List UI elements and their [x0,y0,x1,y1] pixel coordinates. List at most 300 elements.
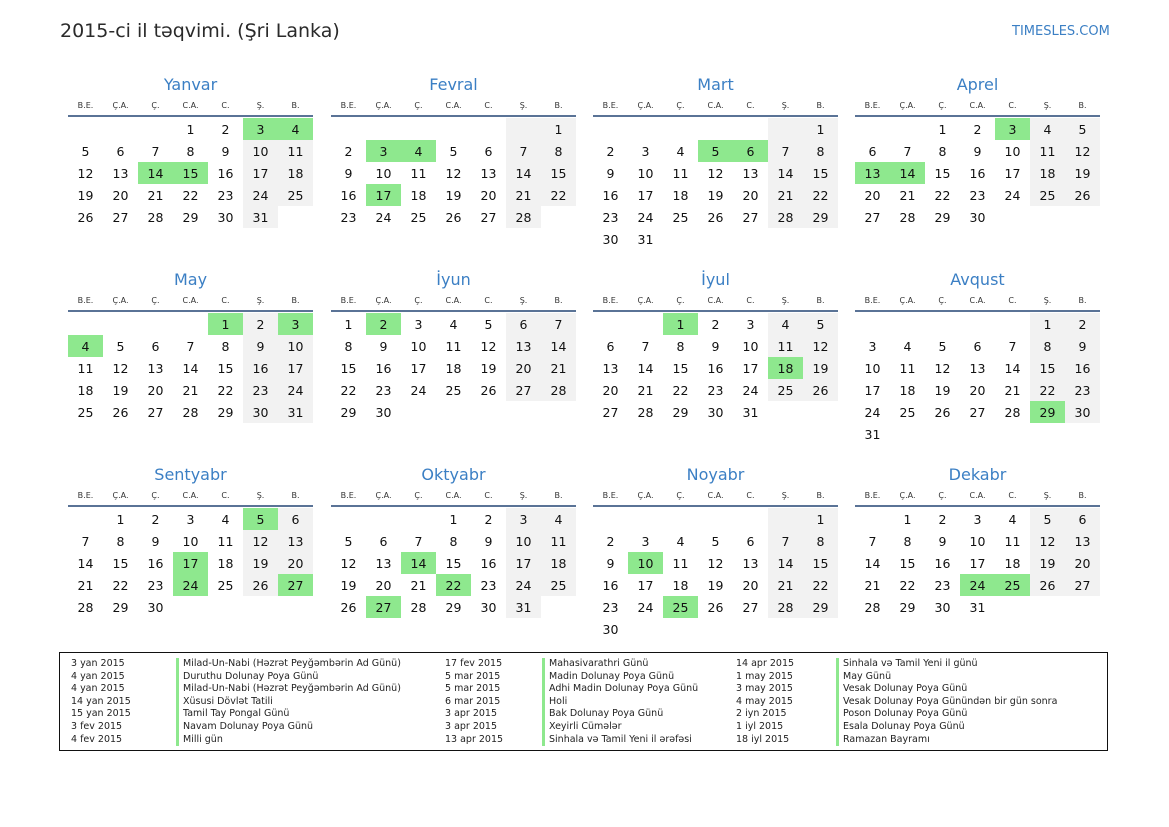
day-cell[interactable]: 13 [969,360,986,376]
day-cell[interactable]: 5 [449,143,458,159]
day-cell[interactable]: 22 [436,574,471,596]
day-cell[interactable]: 7 [903,143,912,159]
day-cell[interactable]: 18 [1004,555,1021,571]
day-cell[interactable]: 7 [1008,338,1017,354]
day-cell[interactable]: 28 [182,404,199,420]
day-cell[interactable]: 6 [746,533,755,549]
day-cell[interactable]: 3 [995,118,1030,140]
day-cell[interactable]: 13 [112,165,129,181]
day-cell[interactable]: 24 [637,599,654,615]
day-cell[interactable]: 27 [1065,574,1100,596]
day-cell[interactable]: 17 [506,552,541,574]
day-cell[interactable]: 27 [112,209,129,225]
day-cell[interactable]: 30 [707,404,724,420]
day-cell[interactable]: 17 [243,162,278,184]
day-cell[interactable]: 18 [77,382,94,398]
day-cell[interactable]: 3 [641,533,650,549]
day-cell[interactable]: 10 [637,165,654,181]
day-cell[interactable]: 30 [602,621,619,637]
day-cell[interactable]: 1 [344,316,353,332]
day-cell[interactable]: 13 [1065,530,1100,552]
day-cell[interactable]: 19 [934,382,951,398]
day-cell[interactable]: 14 [768,552,803,574]
day-cell[interactable]: 24 [375,209,392,225]
day-cell[interactable]: 31 [864,426,881,442]
day-cell[interactable]: 13 [855,162,890,184]
day-cell[interactable]: 7 [414,533,423,549]
day-cell[interactable]: 10 [742,338,759,354]
day-cell[interactable]: 15 [112,555,129,571]
day-cell[interactable]: 19 [707,577,724,593]
day-cell[interactable]: 27 [480,209,497,225]
day-cell[interactable]: 30 [217,209,234,225]
day-cell[interactable]: 30 [934,599,951,615]
day-cell[interactable]: 8 [541,140,576,162]
day-cell[interactable]: 29 [672,404,689,420]
day-cell[interactable]: 26 [340,599,357,615]
day-cell[interactable]: 1 [803,508,838,530]
day-cell[interactable]: 1 [208,313,243,335]
day-cell[interactable]: 29 [112,599,129,615]
day-cell[interactable]: 8 [803,140,838,162]
day-cell[interactable]: 13 [375,555,392,571]
day-cell[interactable]: 22 [112,577,129,593]
day-cell[interactable]: 31 [969,599,986,615]
day-cell[interactable]: 11 [541,530,576,552]
day-cell[interactable]: 20 [278,552,313,574]
day-cell[interactable]: 11 [217,533,234,549]
day-cell[interactable]: 21 [768,184,803,206]
day-cell[interactable]: 5 [711,533,720,549]
day-cell[interactable]: 20 [147,382,164,398]
day-cell[interactable]: 7 [641,338,650,354]
day-cell[interactable]: 9 [344,165,353,181]
day-cell[interactable]: 21 [1004,382,1021,398]
day-cell[interactable]: 25 [77,404,94,420]
day-cell[interactable]: 19 [112,382,129,398]
day-cell[interactable]: 4 [68,335,103,357]
day-cell[interactable]: 16 [480,555,497,571]
day-cell[interactable]: 10 [969,533,986,549]
day-cell[interactable]: 4 [1030,118,1065,140]
day-cell[interactable]: 27 [969,404,986,420]
day-cell[interactable]: 26 [707,209,724,225]
day-cell[interactable]: 27 [506,379,541,401]
day-cell[interactable]: 21 [77,577,94,593]
day-cell[interactable]: 25 [672,209,689,225]
day-cell[interactable]: 15 [445,555,462,571]
day-cell[interactable]: 24 [742,382,759,398]
day-cell[interactable]: 29 [803,206,838,228]
day-cell[interactable]: 2 [151,511,160,527]
day-cell[interactable]: 28 [77,599,94,615]
day-cell[interactable]: 22 [672,382,689,398]
day-cell[interactable]: 28 [864,599,881,615]
day-cell[interactable]: 1 [663,313,698,335]
day-cell[interactable]: 12 [1030,530,1065,552]
day-cell[interactable]: 11 [445,338,462,354]
day-cell[interactable]: 19 [1030,552,1065,574]
day-cell[interactable]: 14 [401,552,436,574]
day-cell[interactable]: 26 [803,379,838,401]
day-cell[interactable]: 2 [606,533,615,549]
day-cell[interactable]: 16 [934,555,951,571]
day-cell[interactable]: 31 [637,231,654,247]
day-cell[interactable]: 1 [449,511,458,527]
day-cell[interactable]: 6 [506,313,541,335]
day-cell[interactable]: 25 [663,596,698,618]
day-cell[interactable]: 9 [973,143,982,159]
day-cell[interactable]: 22 [1030,379,1065,401]
day-cell[interactable]: 19 [77,187,94,203]
day-cell[interactable]: 15 [541,162,576,184]
day-cell[interactable]: 4 [221,511,230,527]
site-link[interactable]: TIMESLES.COM [1012,24,1110,39]
day-cell[interactable]: 23 [602,209,619,225]
day-cell[interactable]: 25 [445,382,462,398]
day-cell[interactable]: 9 [221,143,230,159]
day-cell[interactable]: 2 [1065,313,1100,335]
day-cell[interactable]: 20 [375,577,392,593]
day-cell[interactable]: 16 [340,187,357,203]
day-cell[interactable]: 19 [480,360,497,376]
day-cell[interactable]: 21 [410,577,427,593]
day-cell[interactable]: 26 [1030,574,1065,596]
day-cell[interactable]: 10 [864,360,881,376]
day-cell[interactable]: 22 [803,184,838,206]
day-cell[interactable]: 10 [375,165,392,181]
day-cell[interactable]: 23 [375,382,392,398]
day-cell[interactable]: 24 [506,574,541,596]
day-cell[interactable]: 13 [278,530,313,552]
day-cell[interactable]: 14 [637,360,654,376]
day-cell[interactable]: 16 [375,360,392,376]
day-cell[interactable]: 1 [903,511,912,527]
day-cell[interactable]: 1 [116,511,125,527]
day-cell[interactable]: 23 [243,379,278,401]
day-cell[interactable]: 7 [768,140,803,162]
day-cell[interactable]: 25 [899,404,916,420]
day-cell[interactable]: 29 [340,404,357,420]
day-cell[interactable]: 29 [803,596,838,618]
day-cell[interactable]: 6 [973,338,982,354]
day-cell[interactable]: 8 [903,533,912,549]
day-cell[interactable]: 3 [506,508,541,530]
day-cell[interactable]: 20 [742,577,759,593]
day-cell[interactable]: 12 [707,555,724,571]
day-cell[interactable]: 5 [938,338,947,354]
day-cell[interactable]: 29 [934,209,951,225]
day-cell[interactable]: 1 [938,121,947,137]
day-cell[interactable]: 5 [344,533,353,549]
day-cell[interactable]: 26 [243,574,278,596]
day-cell[interactable]: 8 [676,338,685,354]
day-cell[interactable]: 6 [606,338,615,354]
day-cell[interactable]: 3 [973,511,982,527]
day-cell[interactable]: 4 [541,508,576,530]
day-cell[interactable]: 23 [480,577,497,593]
day-cell[interactable]: 8 [116,533,125,549]
day-cell[interactable]: 27 [278,574,313,596]
day-cell[interactable]: 31 [278,401,313,423]
day-cell[interactable]: 24 [243,184,278,206]
day-cell[interactable]: 4 [278,118,313,140]
day-cell[interactable]: 30 [243,401,278,423]
day-cell[interactable]: 30 [969,209,986,225]
day-cell[interactable]: 23 [934,577,951,593]
day-cell[interactable]: 19 [707,187,724,203]
day-cell[interactable]: 10 [243,140,278,162]
day-cell[interactable]: 24 [960,574,995,596]
day-cell[interactable]: 27 [742,599,759,615]
day-cell[interactable]: 20 [1065,552,1100,574]
day-cell[interactable]: 6 [116,143,125,159]
day-cell[interactable]: 2 [344,143,353,159]
day-cell[interactable]: 14 [768,162,803,184]
day-cell[interactable]: 12 [480,338,497,354]
day-cell[interactable]: 23 [340,209,357,225]
day-cell[interactable]: 1 [541,118,576,140]
day-cell[interactable]: 17 [637,187,654,203]
day-cell[interactable]: 19 [803,357,838,379]
day-cell[interactable]: 17 [1004,165,1021,181]
day-cell[interactable]: 7 [506,140,541,162]
day-cell[interactable]: 24 [864,404,881,420]
day-cell[interactable]: 10 [506,530,541,552]
day-cell[interactable]: 11 [899,360,916,376]
day-cell[interactable]: 24 [410,382,427,398]
day-cell[interactable]: 16 [243,357,278,379]
day-cell[interactable]: 17 [173,552,208,574]
day-cell[interactable]: 20 [742,187,759,203]
day-cell[interactable]: 31 [506,596,541,618]
day-cell[interactable]: 16 [602,187,619,203]
day-cell[interactable]: 14 [506,162,541,184]
day-cell[interactable]: 27 [742,209,759,225]
day-cell[interactable]: 7 [868,533,877,549]
day-cell[interactable]: 4 [768,313,803,335]
day-cell[interactable]: 8 [803,530,838,552]
day-cell[interactable]: 8 [938,143,947,159]
day-cell[interactable]: 9 [484,533,493,549]
day-cell[interactable]: 28 [899,209,916,225]
day-cell[interactable]: 12 [445,165,462,181]
day-cell[interactable]: 6 [1065,508,1100,530]
day-cell[interactable]: 12 [340,555,357,571]
day-cell[interactable]: 12 [1065,140,1100,162]
day-cell[interactable]: 7 [541,313,576,335]
day-cell[interactable]: 8 [1030,335,1065,357]
day-cell[interactable]: 10 [1004,143,1021,159]
day-cell[interactable]: 14 [864,555,881,571]
day-cell[interactable]: 22 [182,187,199,203]
day-cell[interactable]: 6 [484,143,493,159]
day-cell[interactable]: 25 [541,574,576,596]
day-cell[interactable]: 2 [973,121,982,137]
day-cell[interactable]: 17 [366,184,401,206]
day-cell[interactable]: 18 [899,382,916,398]
day-cell[interactable]: 15 [934,165,951,181]
day-cell[interactable]: 5 [243,508,278,530]
day-cell[interactable]: 22 [541,184,576,206]
day-cell[interactable]: 5 [484,316,493,332]
day-cell[interactable]: 18 [1030,162,1065,184]
day-cell[interactable]: 17 [637,577,654,593]
day-cell[interactable]: 18 [672,577,689,593]
day-cell[interactable]: 21 [899,187,916,203]
day-cell[interactable]: 26 [112,404,129,420]
day-cell[interactable]: 13 [480,165,497,181]
day-cell[interactable]: 21 [768,574,803,596]
day-cell[interactable]: 11 [768,335,803,357]
day-cell[interactable]: 11 [672,165,689,181]
day-cell[interactable]: 29 [445,599,462,615]
day-cell[interactable]: 28 [506,206,541,228]
day-cell[interactable]: 16 [707,360,724,376]
day-cell[interactable]: 23 [217,187,234,203]
day-cell[interactable]: 12 [934,360,951,376]
day-cell[interactable]: 30 [147,599,164,615]
day-cell[interactable]: 12 [112,360,129,376]
day-cell[interactable]: 10 [182,533,199,549]
day-cell[interactable]: 28 [410,599,427,615]
day-cell[interactable]: 13 [742,165,759,181]
day-cell[interactable]: 11 [1004,533,1021,549]
day-cell[interactable]: 6 [733,140,768,162]
day-cell[interactable]: 17 [864,382,881,398]
day-cell[interactable]: 10 [278,335,313,357]
day-cell[interactable]: 12 [77,165,94,181]
day-cell[interactable]: 27 [147,404,164,420]
day-cell[interactable]: 26 [1065,184,1100,206]
day-cell[interactable]: 14 [182,360,199,376]
day-cell[interactable]: 31 [742,404,759,420]
day-cell[interactable]: 17 [742,360,759,376]
day-cell[interactable]: 11 [77,360,94,376]
day-cell[interactable]: 3 [414,316,423,332]
day-cell[interactable]: 5 [698,140,733,162]
day-cell[interactable]: 6 [151,338,160,354]
day-cell[interactable]: 8 [449,533,458,549]
day-cell[interactable]: 3 [278,313,313,335]
day-cell[interactable]: 25 [995,574,1030,596]
day-cell[interactable]: 23 [707,382,724,398]
day-cell[interactable]: 22 [934,187,951,203]
day-cell[interactable]: 3 [868,338,877,354]
day-cell[interactable]: 1 [803,118,838,140]
day-cell[interactable]: 9 [606,555,615,571]
day-cell[interactable]: 23 [602,599,619,615]
day-cell[interactable]: 21 [864,577,881,593]
day-cell[interactable]: 18 [410,187,427,203]
day-cell[interactable]: 22 [340,382,357,398]
day-cell[interactable]: 23 [1065,379,1100,401]
day-cell[interactable]: 21 [541,357,576,379]
day-cell[interactable]: 16 [969,165,986,181]
day-cell[interactable]: 8 [344,338,353,354]
day-cell[interactable]: 6 [379,533,388,549]
day-cell[interactable]: 25 [217,577,234,593]
day-cell[interactable]: 7 [151,143,160,159]
day-cell[interactable]: 22 [803,574,838,596]
day-cell[interactable]: 27 [366,596,401,618]
day-cell[interactable]: 17 [410,360,427,376]
day-cell[interactable]: 1 [1030,313,1065,335]
day-cell[interactable]: 5 [1030,508,1065,530]
day-cell[interactable]: 1 [186,121,195,137]
day-cell[interactable]: 24 [278,379,313,401]
day-cell[interactable]: 19 [340,577,357,593]
day-cell[interactable]: 25 [410,209,427,225]
day-cell[interactable]: 7 [768,530,803,552]
day-cell[interactable]: 7 [186,338,195,354]
day-cell[interactable]: 27 [864,209,881,225]
day-cell[interactable]: 6 [278,508,313,530]
day-cell[interactable]: 9 [1065,335,1100,357]
day-cell[interactable]: 25 [1030,184,1065,206]
day-cell[interactable]: 4 [903,338,912,354]
day-cell[interactable]: 28 [768,206,803,228]
day-cell[interactable]: 5 [803,313,838,335]
day-cell[interactable]: 19 [445,187,462,203]
day-cell[interactable]: 18 [541,552,576,574]
day-cell[interactable]: 28 [768,596,803,618]
day-cell[interactable]: 26 [934,404,951,420]
day-cell[interactable]: 29 [182,209,199,225]
day-cell[interactable]: 22 [899,577,916,593]
day-cell[interactable]: 26 [707,599,724,615]
day-cell[interactable]: 11 [278,140,313,162]
day-cell[interactable]: 24 [637,209,654,225]
day-cell[interactable]: 15 [672,360,689,376]
day-cell[interactable]: 14 [890,162,925,184]
day-cell[interactable]: 6 [868,143,877,159]
day-cell[interactable]: 9 [243,335,278,357]
day-cell[interactable]: 18 [768,357,803,379]
day-cell[interactable]: 28 [541,379,576,401]
day-cell[interactable]: 2 [711,316,720,332]
day-cell[interactable]: 8 [186,143,195,159]
day-cell[interactable]: 18 [445,360,462,376]
day-cell[interactable]: 10 [628,552,663,574]
day-cell[interactable]: 16 [217,165,234,181]
day-cell[interactable]: 17 [278,357,313,379]
day-cell[interactable]: 10 [410,338,427,354]
day-cell[interactable]: 9 [606,165,615,181]
day-cell[interactable]: 23 [969,187,986,203]
day-cell[interactable]: 15 [217,360,234,376]
day-cell[interactable]: 14 [77,555,94,571]
day-cell[interactable]: 3 [243,118,278,140]
day-cell[interactable]: 21 [182,382,199,398]
day-cell[interactable]: 19 [1065,162,1100,184]
day-cell[interactable]: 28 [1004,404,1021,420]
day-cell[interactable]: 13 [506,335,541,357]
day-cell[interactable]: 20 [506,357,541,379]
day-cell[interactable]: 26 [445,209,462,225]
day-cell[interactable]: 2 [606,143,615,159]
day-cell[interactable]: 16 [1065,357,1100,379]
day-cell[interactable]: 21 [147,187,164,203]
day-cell[interactable]: 15 [899,555,916,571]
day-cell[interactable]: 13 [147,360,164,376]
day-cell[interactable]: 3 [641,143,650,159]
day-cell[interactable]: 14 [1004,360,1021,376]
day-cell[interactable]: 13 [742,555,759,571]
day-cell[interactable]: 26 [480,382,497,398]
day-cell[interactable]: 9 [711,338,720,354]
day-cell[interactable]: 2 [366,313,401,335]
